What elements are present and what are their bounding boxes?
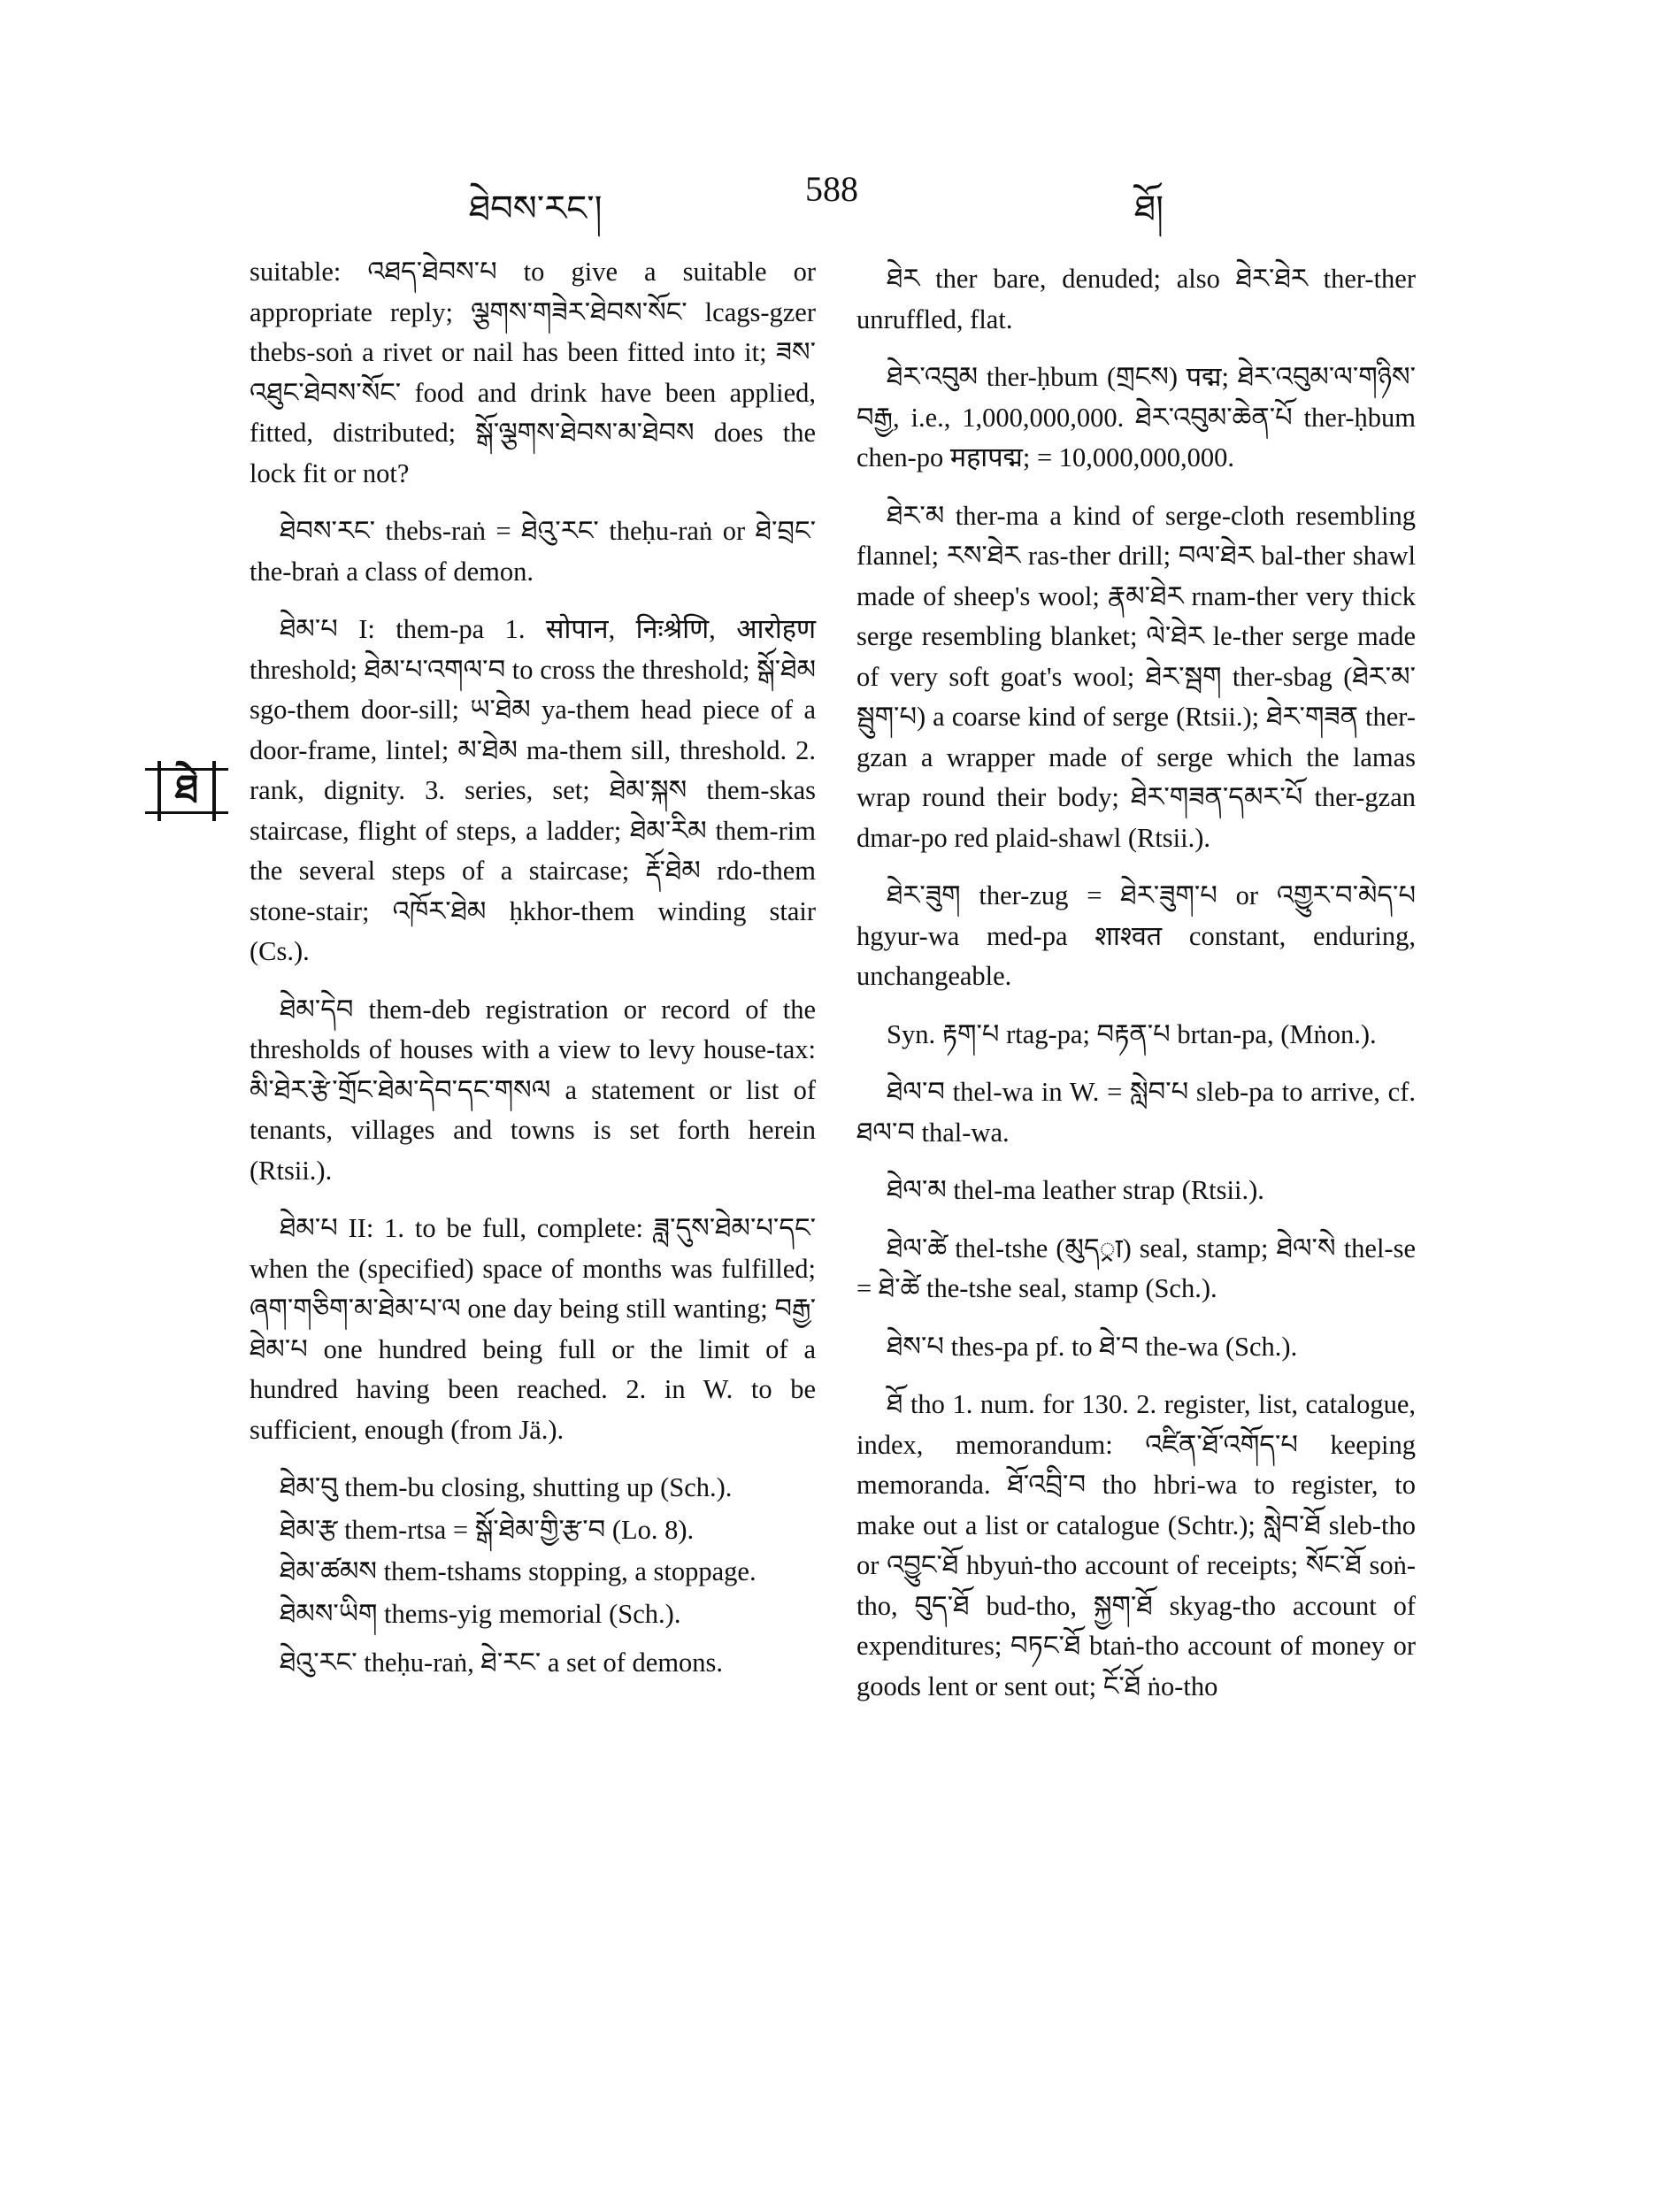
entry-them-pa-2: ཐེམ་པ II: 1. to be full, complete: ཟླ་དུས་ཐེམ་པ་དང་ when the (specified) space of months was fulfilled; ཞག་གཅིག་མ་ཐེམ་པ་ལ one day being still wanting; བརྒྱ་ཐེམ་པ one hundred being full or the limit of a hundred having been reached. 2. in W. to be sufficient, enough (from Jä.).	[250, 1213, 816, 1445]
entry-ther-ma: ཐེར་མ ther-ma a kind of serge-cloth resembling flannel; རས་ཐེར ras-ther drill; བལ་ཐེར bal-ther shawl made of sheep's wool; རྣམ་ཐེར rnam-ther very thick serge resembling blanket; ལེ་ཐེར le-ther serge made of very soft goat's wool; ཐེར་སྦག ther-sbag (ཐེར་མ་སྦུག་པ) a coarse kind of serge (Rtsii.); ཐེར་གཟན ther-gzan a wrapper made of serge which the lamas wrap round their body; ཐེར་གཟན་དམར་པོ ther-gzan dmar-po red plaid-shawl (Rtsii.).	[856, 500, 1416, 853]
entry-thehu-ran: ཐེའུ་རང་ theḥu-raṅ, ཐེ་རང་ a set of demons.	[280, 1647, 724, 1678]
entry-suitable-continued: suitable: འཐད་ཐེབས་པ to give a suitable or appropriate reply; ལྕགས་གཟེར་ཐེབས་སོང་ lcags-gzer thebs-soṅ a rivet or nail has been fitted into it; ཟས་འཐུང་ཐེབས་སོང་ food and drink have been applied, fitted, distributed; སྒོ་ལྕགས་ཐེབས་མ་ཐེབས does the lock fit or not?	[250, 257, 816, 488]
entry-them-rtsa: ཐེམ་རྩ them-rtsa = སྒོ་ཐེམ་གྱི་རྩ་བ (Lo. 8).	[280, 1514, 695, 1545]
entry-thel-wa: ཐེལ་བ thel-wa in W. = སླེབ་པ sleb-pa to arrive, cf. ཐལ་བ thal-wa.	[856, 1077, 1416, 1148]
entry-thel-tshe: ཐེལ་ཚེ thel-tshe (མུད्रा) seal, stamp; ཐེལ་སེ thel-se = ཐེ་ཚེ the-tshe seal, stamp (Sch.).	[856, 1233, 1416, 1303]
entry-syn: Syn. རྟག་པ rtag-pa; བརྟན་པ brtan-pa, (Mṅon.).	[887, 1018, 1377, 1049]
entry-ther-zug: ཐེར་ཟུག ther-zug = ཐེར་ཟུག་པ or འགྱུར་བ་མེད་པ hgyur-wa med-pa शाश्वत constant, enduring, unchangeable.	[856, 880, 1416, 991]
page-number: 588	[805, 169, 858, 209]
page-header	[0, 168, 1659, 229]
running-head-right: ཐོ།	[1134, 188, 1164, 229]
entry-tho: ཐོ tho 1. num. for 130. 2. register, list, catalogue, index, memorandum: འཛིན་ཐོ་འགོད་པ keeping memoranda. ཐོ་འབྲི་བ tho hbri-wa to register, to make out a list or catalogue (Schtr.); སླེབ་ཐོ sleb-tho or འབྱུང་ཐོ hbyuṅ-tho account of receipts; སོང་ཐོ soṅ-tho, བུད་ཐོ bud-tho, སྐྱག་ཐོ skyag-tho account of expenditures; བཏང་ཐོ btaṅ-tho account of money or goods lent or sent out; ངོ་ཐོ ṅo-tho	[856, 1389, 1416, 1701]
margin-index-glyph: ཐེ	[157, 761, 216, 821]
entry-them-deb: ཐེམ་དེབ them-deb registration or record of the thresholds of houses with a view to levy house-tax: མི་ཐེར་རྩེ་གྲོང་ཐེམ་དེབ་དང་གསལ a statement or list of tenants, villages and towns is set forth herein (Rtsii.).	[250, 994, 816, 1186]
left-column	[250, 252, 816, 1701]
entry-ther: ཐེར ther bare, denuded; also ཐེར་ཐེར ther-ther unruffled, flat.	[856, 264, 1416, 334]
entry-thel-ma: ཐེལ་མ thel-ma leather strap (Rtsii.).	[887, 1175, 1264, 1205]
entry-them-tshams: ཐེམ་ཚམས them-tshams stopping, a stoppage.	[280, 1556, 757, 1586]
entry-thems-yig: ཐེམས་ཡིག thems-yig memorial (Sch.).	[280, 1598, 681, 1629]
entry-thebs-ran: ཐེབས་རང་ thebs-raṅ = ཐེའུ་རང་ theḥu-raṅ or ཐེ་བྲང་ the-braṅ a class of demon.	[250, 516, 816, 587]
running-head-left: ཐེབས་རང་།	[469, 188, 603, 229]
entry-them-pa-1: ཐེམ་པ I: them-pa 1. सोपान, निःश्रेणि, आरोहण threshold; ཐེམ་པ་འགལ་བ to cross the threshold; སྒོ་ཐེམ sgo-them door-sill; ཡ་ཐེམ ya-them head piece of a door-frame, lintel; མ་ཐེམ ma-them sill, threshold. 2. rank, dignity. 3. series, set; ཐེམ་སྐས them-skas staircase, flight of steps, a ladder; ཐེམ་རིམ them-rim the several steps of a staircase; རྡོ་ཐེམ rdo-them stone-stair; འཁོར་ཐེམ ḥkhor-them winding stair (Cs.).	[250, 614, 816, 966]
entry-ther-hbum: ཐེར་འབུམ ther-ḥbum (གྲངས) पद्म; ཐེར་འབུམ་ལ་གཉིས་བརྒྱ, i.e., 1,000,000,000. ཐེར་འབུམ་ཆེན་པོ ther-ḥbum chen-po महापद्म; = 10,000,000,000.	[856, 362, 1416, 472]
entry-them-bu: ཐེམ་བུ them-bu closing, shutting up (Sch.).	[280, 1472, 733, 1502]
right-column	[856, 252, 1416, 1724]
entry-thes-pa: ཐེས་པ thes-pa pf. to ཐེ་བ the-wa (Sch.).	[887, 1331, 1298, 1362]
